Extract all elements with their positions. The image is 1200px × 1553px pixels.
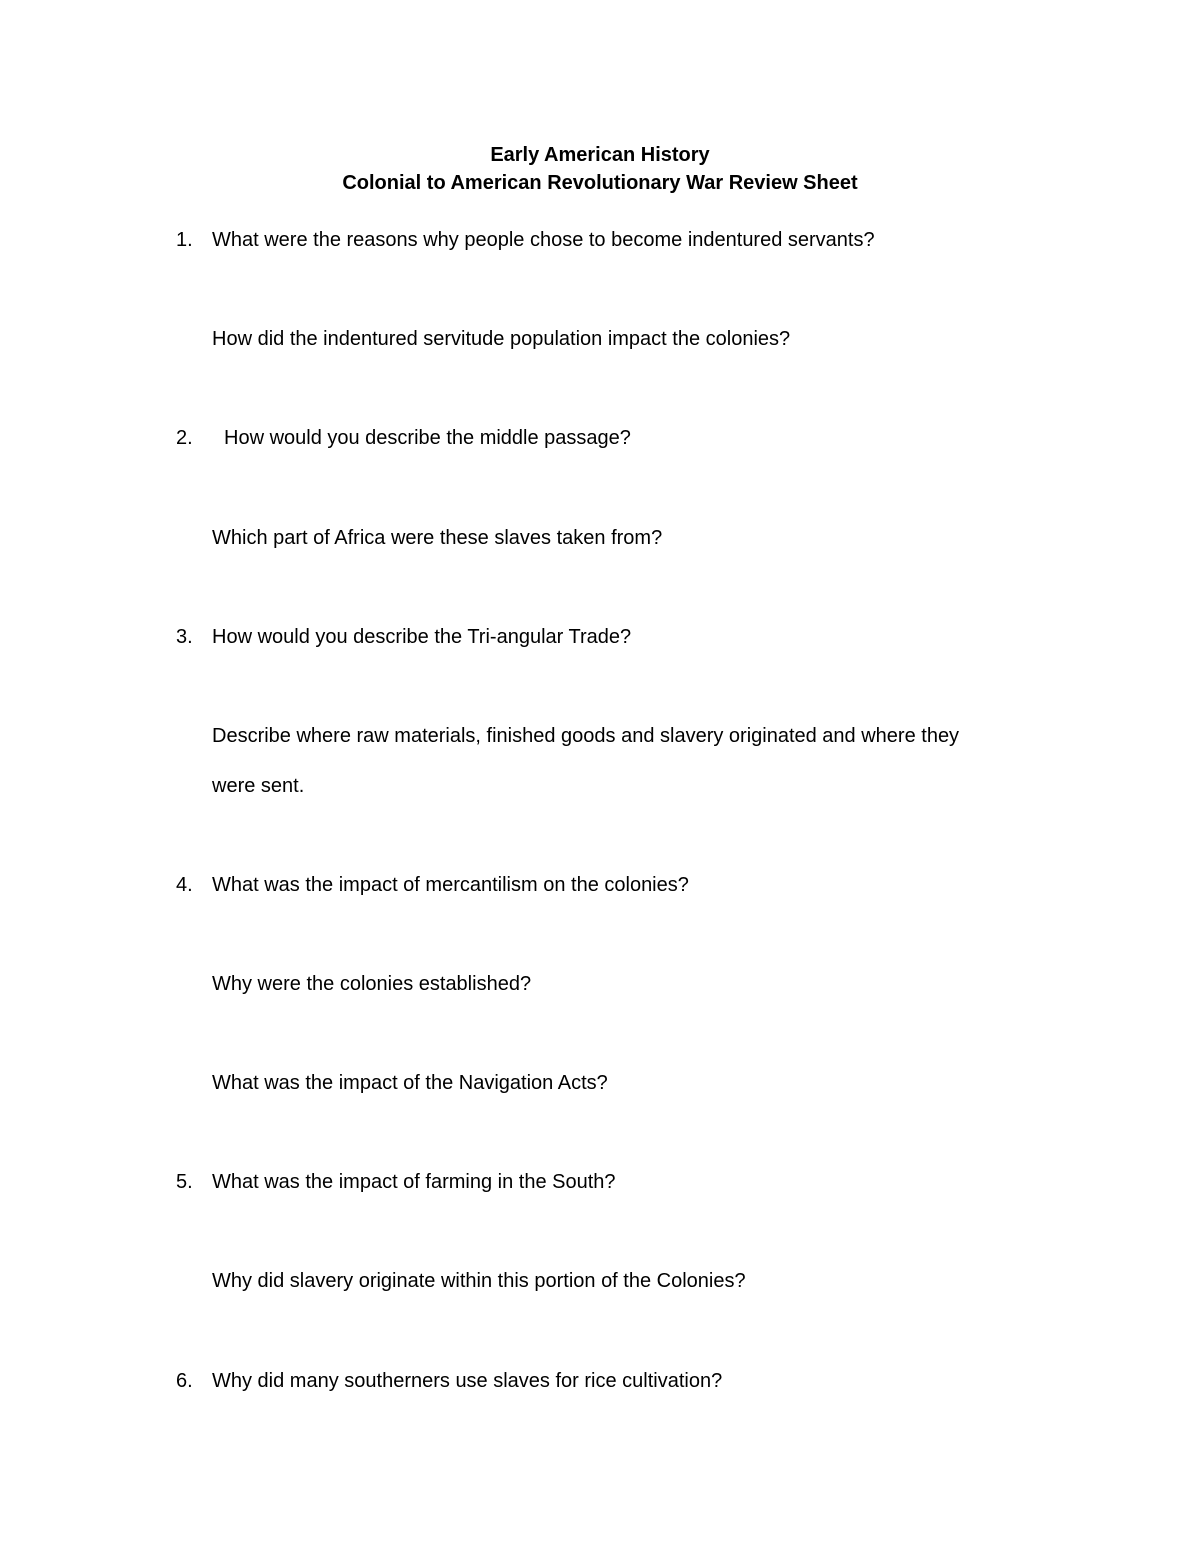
question-text: What was the impact of farming in the South? bbox=[212, 1171, 616, 1193]
question-text: Why did many southerners use slaves for rice cultivation? bbox=[212, 1370, 723, 1392]
question-number: 6. bbox=[176, 1370, 193, 1392]
question-text: What was the impact of mercantilism on the colonies? bbox=[212, 874, 689, 896]
question-followup: What was the impact of the Navigation Acts? bbox=[212, 1072, 608, 1094]
question-number: 1. bbox=[176, 229, 193, 251]
question-text: How would you describe the middle passage? bbox=[224, 427, 631, 449]
document-subtitle: Colonial to American Revolutionary War Review Sheet bbox=[342, 172, 858, 194]
question-followup-continued: were sent. bbox=[212, 775, 305, 797]
document-title: Early American History bbox=[490, 144, 710, 166]
question-number: 2. bbox=[176, 427, 193, 449]
question-number: 5. bbox=[176, 1171, 193, 1193]
question-followup: Describe where raw materials, finished goods and slavery originated and where they bbox=[212, 725, 960, 747]
question-followup: Which part of Africa were these slaves taken from? bbox=[212, 527, 663, 549]
question-followup: Why did slavery originate within this portion of the Colonies? bbox=[212, 1270, 746, 1292]
question-number: 3. bbox=[176, 626, 193, 648]
question-text: What were the reasons why people chose to become indentured servants? bbox=[212, 229, 875, 251]
question-number: 4. bbox=[176, 874, 193, 896]
question-text: How would you describe the Tri-angular Trade? bbox=[212, 626, 632, 648]
question-followup: Why were the colonies established? bbox=[212, 973, 532, 995]
question-followup: How did the indentured servitude population impact the colonies? bbox=[212, 328, 791, 350]
